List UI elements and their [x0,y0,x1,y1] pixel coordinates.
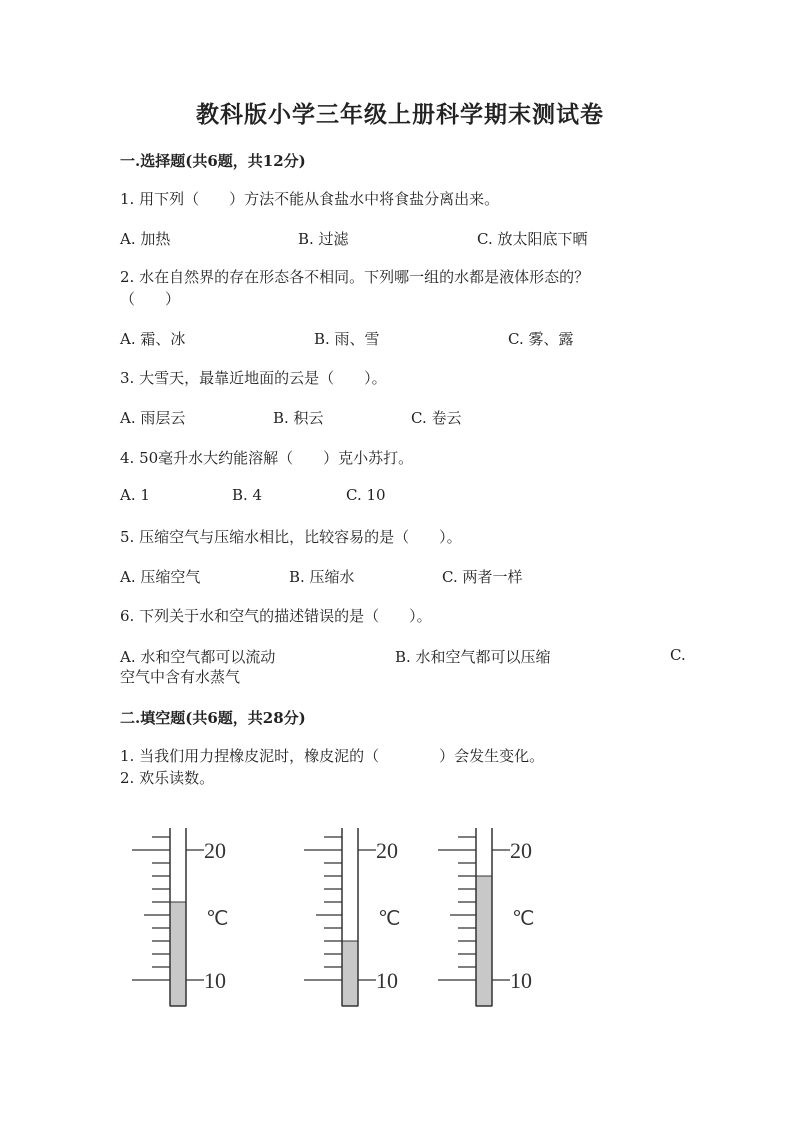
q5-option-b: B. 压缩水 [289,568,355,586]
thermometer-3-label-bottom: 10 [510,968,532,993]
fill-question-1: 1. 当我们用力捏橡皮泥时，橡皮泥的（ ）会发生变化。 [120,747,545,765]
section-choice-heading: 一.选择题(共6题，共12分) [120,152,306,170]
thermometer-3-liquid [476,876,492,1006]
thermometer-1 [132,828,228,1006]
q1-option-b: B. 过滤 [298,230,349,248]
q5-option-a: A. 压缩空气 [120,568,201,586]
thermometer-3-unit: ℃ [512,908,535,930]
q6-option-c: C. [670,646,686,664]
q3-option-b: B. 积云 [273,409,324,427]
thermometer-1-unit: ℃ [206,908,229,930]
q1-option-a: A. 加热 [120,230,171,248]
question-1: 1. 用下列（ ）方法不能从食盐水中将食盐分离出来。 [120,190,500,208]
q3-option-c: C. 卷云 [411,409,462,427]
thermometer-1-liquid [170,902,186,1006]
section-fill-heading: 二.填空题(共6题，共28分) [120,709,306,727]
question-2: 2. 水在自然界的存在形态各不相同。下列哪一组的水都是液体形态的？ [120,268,590,286]
q1-option-c: C. 放太阳底下晒 [477,230,588,248]
thermometer-2-label-bottom: 10 [376,968,398,993]
question-4: 4. 50毫升水大约能溶解（ ）克小苏打。 [120,449,414,467]
q6-option-c-text: 空气中含有水蒸气 [120,668,241,686]
question-6: 6. 下列关于水和空气的描述错误的是（ ）。 [120,607,432,625]
q2-option-a: A. 霜、冰 [120,330,186,348]
question-5: 5. 压缩空气与压缩水相比，比较容易的是（ ）。 [120,528,462,546]
page-title: 教科版小学三年级上册科学期末测试卷 [196,101,604,128]
thermometer-2-unit: ℃ [378,908,401,930]
thermometer-2-liquid [342,941,358,1006]
thermometer-2-label-top: 20 [376,838,398,863]
q5-option-c: C. 两者一样 [442,568,523,586]
thermometer-3 [438,828,534,1006]
q2-option-c: C. 雾、露 [508,330,574,348]
q3-option-a: A. 雨层云 [120,409,186,427]
q4-option-c: C. 10 [346,486,386,504]
q6-option-a: A. 水和空气都可以流动 [120,648,276,666]
question-2-blank: （ ） [120,290,181,308]
thermometer-1-label-top: 20 [204,838,226,863]
thermometer-figure [120,810,560,1020]
thermometer-3-label-top: 20 [510,838,532,863]
q4-option-a: A. 1 [120,486,150,504]
thermometer-2 [304,828,400,1006]
q4-option-b: B. 4 [232,486,263,504]
q2-option-b: B. 雨、雪 [314,330,380,348]
question-3: 3. 大雪天，最靠近地面的云是（ ）。 [120,369,387,387]
q6-option-b: B. 水和空气都可以压缩 [395,648,551,666]
thermometer-1-label-bottom: 10 [204,968,226,993]
fill-question-2: 2. 欢乐读数。 [120,769,215,787]
